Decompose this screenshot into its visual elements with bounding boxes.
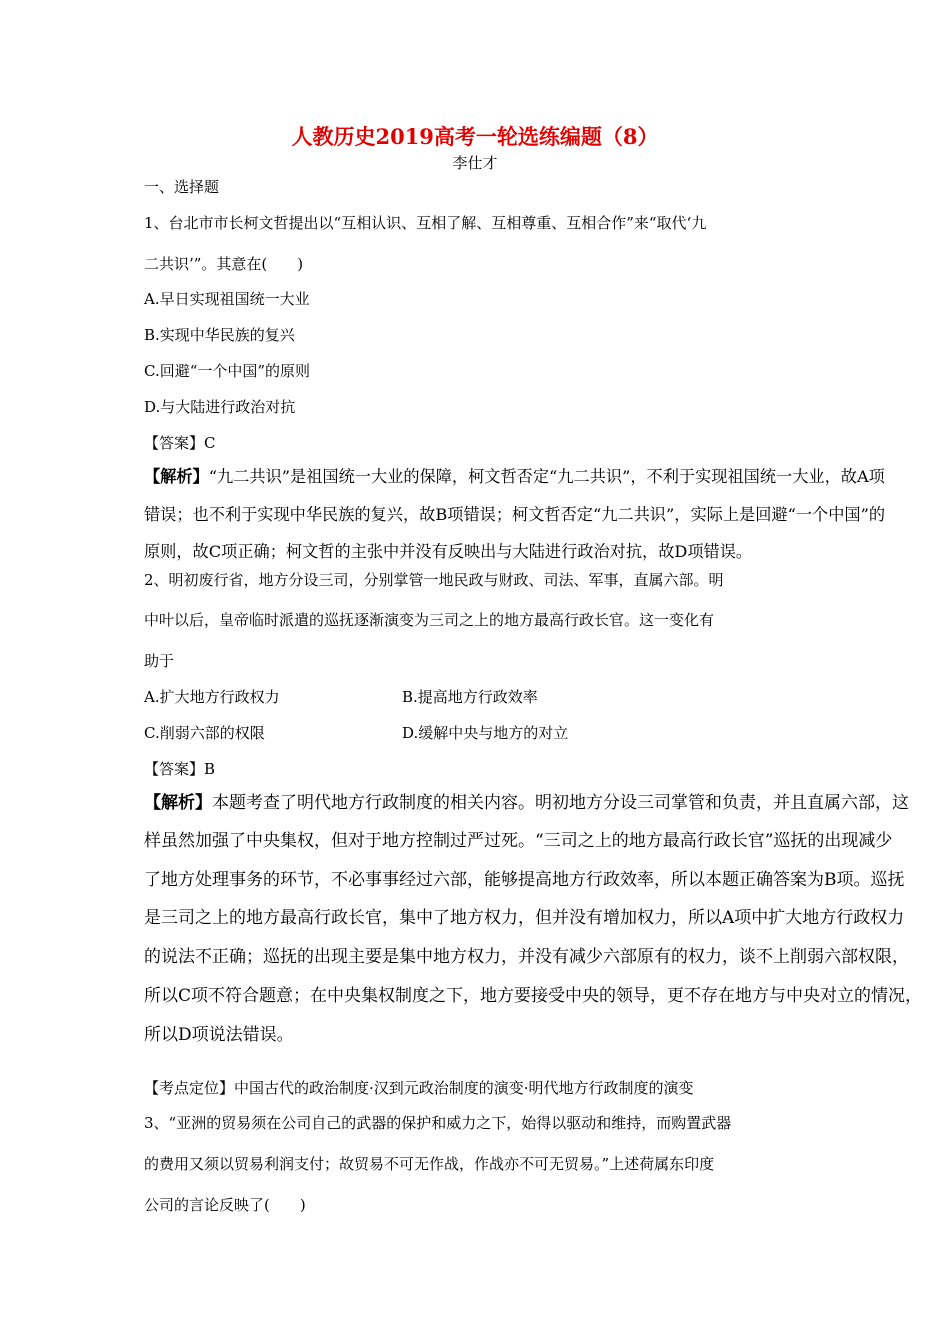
q2-analysis-line-6: 所以C项不符合题意；在中央集权制度之下，地方要接受中央的领导，更不存在地方与中央对立的情况， <box>144 986 923 1006</box>
q2-stem-line-3: 助于 <box>144 652 175 670</box>
q2-analysis-line-5: 的说法不正确；巡抚的出现主要是集中地方权力，并没有减少六部原有的权力，谈不上削弱六部权限， <box>144 947 909 967</box>
q2-analysis-line-4: 是三司之上的地方最高行政长官，集中了地方权力，但并没有增加权力，所以A项中扩大地方行政权力 <box>144 908 905 928</box>
q2-analysis-line-3: 了地方处理事务的环节，不必事事经过六部，能够提高地方行政效率，所以本题正确答案为B项。巡抚 <box>144 870 905 890</box>
q2-stem-line-1: 2、明初废行省，地方分设三司，分别掌管一地民政与财政、司法、军事，直属六部。明 <box>144 571 724 589</box>
q2-option-c: C.削弱六部的权限 <box>144 724 265 742</box>
q2-analysis-line-2: 样虽然加强了中央集权，但对于地方控制过严过死。“三司之上的地方最高行政长官”巡抚的出现减少 <box>144 831 893 851</box>
q1-option-b: B.实现中华民族的复兴 <box>144 326 295 344</box>
document-title: 人教历史2019高考一轮选练编题（8） <box>291 124 659 149</box>
q1-answer-label: 【答案】 <box>144 434 205 452</box>
q2-kaodian <box>144 1077 694 1099</box>
q2-stem-line-2: 中叶以后，皇帝临时派遣的巡抚逐渐演变为三司之上的地方最高行政长官。这一变化有 <box>144 611 715 629</box>
q1-analysis-line-2: 错误；也不利于实现中华民族的复兴，故B项错误；柯文哲否定“九二共识”，实际上是回避“一个中国”的 <box>144 505 886 524</box>
q1-analysis-label: 【解析】 <box>144 467 209 486</box>
q2-option-d: D.缓解中央与地方的对立 <box>402 724 569 742</box>
q2-kaodian-label: 【考点定位】 <box>144 1079 235 1097</box>
q2-analysis-line-7: 所以D项说法错误。 <box>144 1025 294 1045</box>
q3-stem-line-2: 的费用又须以贸易利润支付；故贸易不可无作战，作战亦不可无贸易。”上述荷属东印度 <box>144 1155 715 1173</box>
q2-answer <box>144 758 215 780</box>
q2-kaodian-text: 中国古代的政治制度·汉到元政治制度的演变·明代地方行政制度的演变 <box>234 1079 694 1097</box>
q2-analysis-line-1 <box>144 792 909 814</box>
q2-option-b: B.提高地方行政效率 <box>402 688 538 706</box>
q1-analysis-line-1 <box>144 466 885 488</box>
q1-option-c: C.回避“一个中国”的原则 <box>144 362 311 380</box>
q1-option-d: D.与大陆进行政治对抗 <box>144 398 296 416</box>
q3-stem-line-3: 公司的言论反映了( ) <box>144 1196 306 1214</box>
document-author: 李仕才 <box>452 154 498 172</box>
q2-option-a: A.扩大地方行政权力 <box>144 688 280 706</box>
q1-analysis-text-1: “九二共识”是祖国统一大业的保障，柯文哲否定“九二共识”，不利于实现祖国统一大业，故A项 <box>208 467 885 486</box>
q1-stem-line-1: 1、台北市市长柯文哲提出以“互相认识、互相了解、互相尊重、互相合作”来“取代‘九 <box>144 214 707 232</box>
q2-analysis-label: 【解析】 <box>144 793 212 813</box>
q2-analysis-text-1: 本题考查了明代地方行政制度的相关内容。明初地方分设三司掌管和负责，并且直属六部，这 <box>212 793 909 813</box>
q2-answer-label: 【答案】 <box>144 760 205 778</box>
q1-answer-value: C <box>204 434 216 452</box>
q1-stem-line-2: 二共识’”。其意在( ) <box>144 255 304 273</box>
q1-answer <box>144 432 216 454</box>
q3-stem-line-1: 3、“亚洲的贸易须在公司自己的武器的保护和威力之下，始得以驱动和维持，而购置武器 <box>144 1114 732 1132</box>
section-heading: 一、选择题 <box>144 178 220 196</box>
q2-answer-value: B <box>204 760 216 778</box>
q1-analysis-line-3: 原则，故C项正确；柯文哲的主张中并没有反映出与大陆进行政治对抗，故D项错误。 <box>144 542 753 561</box>
q1-option-a: A.早日实现祖国统一大业 <box>144 290 310 308</box>
